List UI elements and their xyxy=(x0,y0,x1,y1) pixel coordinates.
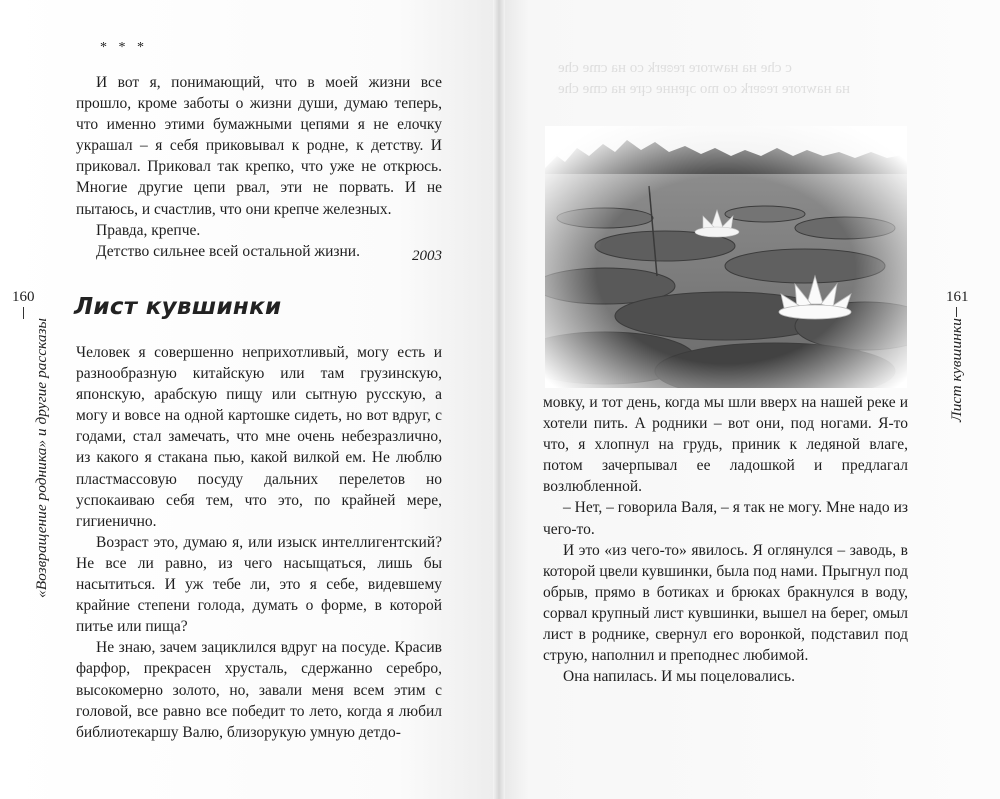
running-title-right-text: Лист кувшинки xyxy=(949,322,965,422)
intro-paragraph: И вот я, понимающий, что в моей жизни все прошло, кроме заботы о жизни души, думаю теперь, что именно этими бумажными цепями я не елочку украшал – я себя приковывал к родне, к детству. И приковал. Приковал так крепко, что уже не открюсь. Многие другие цепи рвал, эти не порвать. И не пытаюсь, и счастлив, что они крепче железных. xyxy=(76,74,442,218)
intro-paragraph: Детство сильнее всей остальной жизни. xyxy=(96,242,360,260)
story-paragraph: мовку, и тот день, когда мы шли вверх на нашей реке и хотели пить. А родники – вот они, под ногами. Я-то что, я хлопнул на грудь, приник к ледяной влаге, потом зачерпывал ее ладошкой и предлагал возлюбленной. xyxy=(543,394,908,496)
page-number-right: 161 xyxy=(946,289,969,305)
photo-vignette xyxy=(545,126,907,388)
book-gutter xyxy=(493,0,505,799)
story-text-left xyxy=(76,342,442,743)
page-number-rule-left xyxy=(23,307,24,319)
section-separator: * * * xyxy=(100,40,148,55)
water-lily-photo xyxy=(545,126,907,388)
story-paragraph: И это «из чего-то» явилось. Я оглянулся – заводь, в которой цвели кувшинки, была под нами. Прыгнул под обрыв, прямо в ботиках и брюках бракнулся в воду, сорвал крупный лист кувшинки, вышел на берег, омыл лист в роднике, свернул его воронкой, подставил под струю, наполнил и преподнес любимой. xyxy=(543,541,908,665)
running-title-left-text: «Возвращение родника» и другие рассказы xyxy=(34,334,50,598)
story-text-right xyxy=(543,392,908,687)
show-through-text: ǝɥɔ ǝɯɔ ɐн ǝɹƚɔ ǝннаƚс оɯ оɔ ʞɹаʚǝɹ ǝɹоɹʍɐн ɐн ǝɥɔ ǝɯɔ ɐн оɔ ʞɹаʚǝɹ ǝɹоɹʍɐн ɐн ǝɥɔ ɔ xyxy=(558,61,851,98)
story-paragraph: Не знаю, зачем зациклился вдруг на посуде. Красив фарфор, прекрасен хрусталь, сдержанно серебро, высокомерно золото, но, завали меня всем этим с головой, все равно все победит то лето, когда я любил библиотекаршу Валю, близорукую умную детдо- xyxy=(76,639,442,741)
story-date: 2003 xyxy=(412,248,442,264)
story-paragraph: – Нет, – говорила Валя, – я так не могу. Мне надо из чего-то. xyxy=(543,499,908,538)
intro-paragraph: Правда, крепче. xyxy=(96,221,201,239)
intro-text-block xyxy=(76,72,442,262)
running-title-right xyxy=(946,312,968,424)
story-paragraph: Возраст это, думаю я, или изыск интеллигентский? Не все ли равно, из чего насыщаться, лишь бы насытиться. И уж тебе ли, это я себе, видевшему крайние степени голода, думать о форме, в которой питье или пища? xyxy=(76,533,442,636)
running-title-left xyxy=(31,316,53,598)
story-title: Лист кувшинки xyxy=(74,294,282,320)
story-paragraph: Она напилась. И мы поцеловались. xyxy=(563,668,795,686)
story-paragraph: Человек я совершенно неприхотливый, могу есть и разнообразную китайскую или там грузинскую, японскую, арабскую пищу или сытную русскую, а могу и вовсе на одной картошке сидеть, но вот вдруг, с годами, стал замечать, что мне очень небезразлично, из какого я стакана пью, какой вилкой ем. Не люблю пластмассовую посуду дальних перелетов но успокаиваю себя тем, что это, по крайней мере, гигиенично. xyxy=(76,344,442,530)
page-number-left: 160 xyxy=(12,289,35,305)
